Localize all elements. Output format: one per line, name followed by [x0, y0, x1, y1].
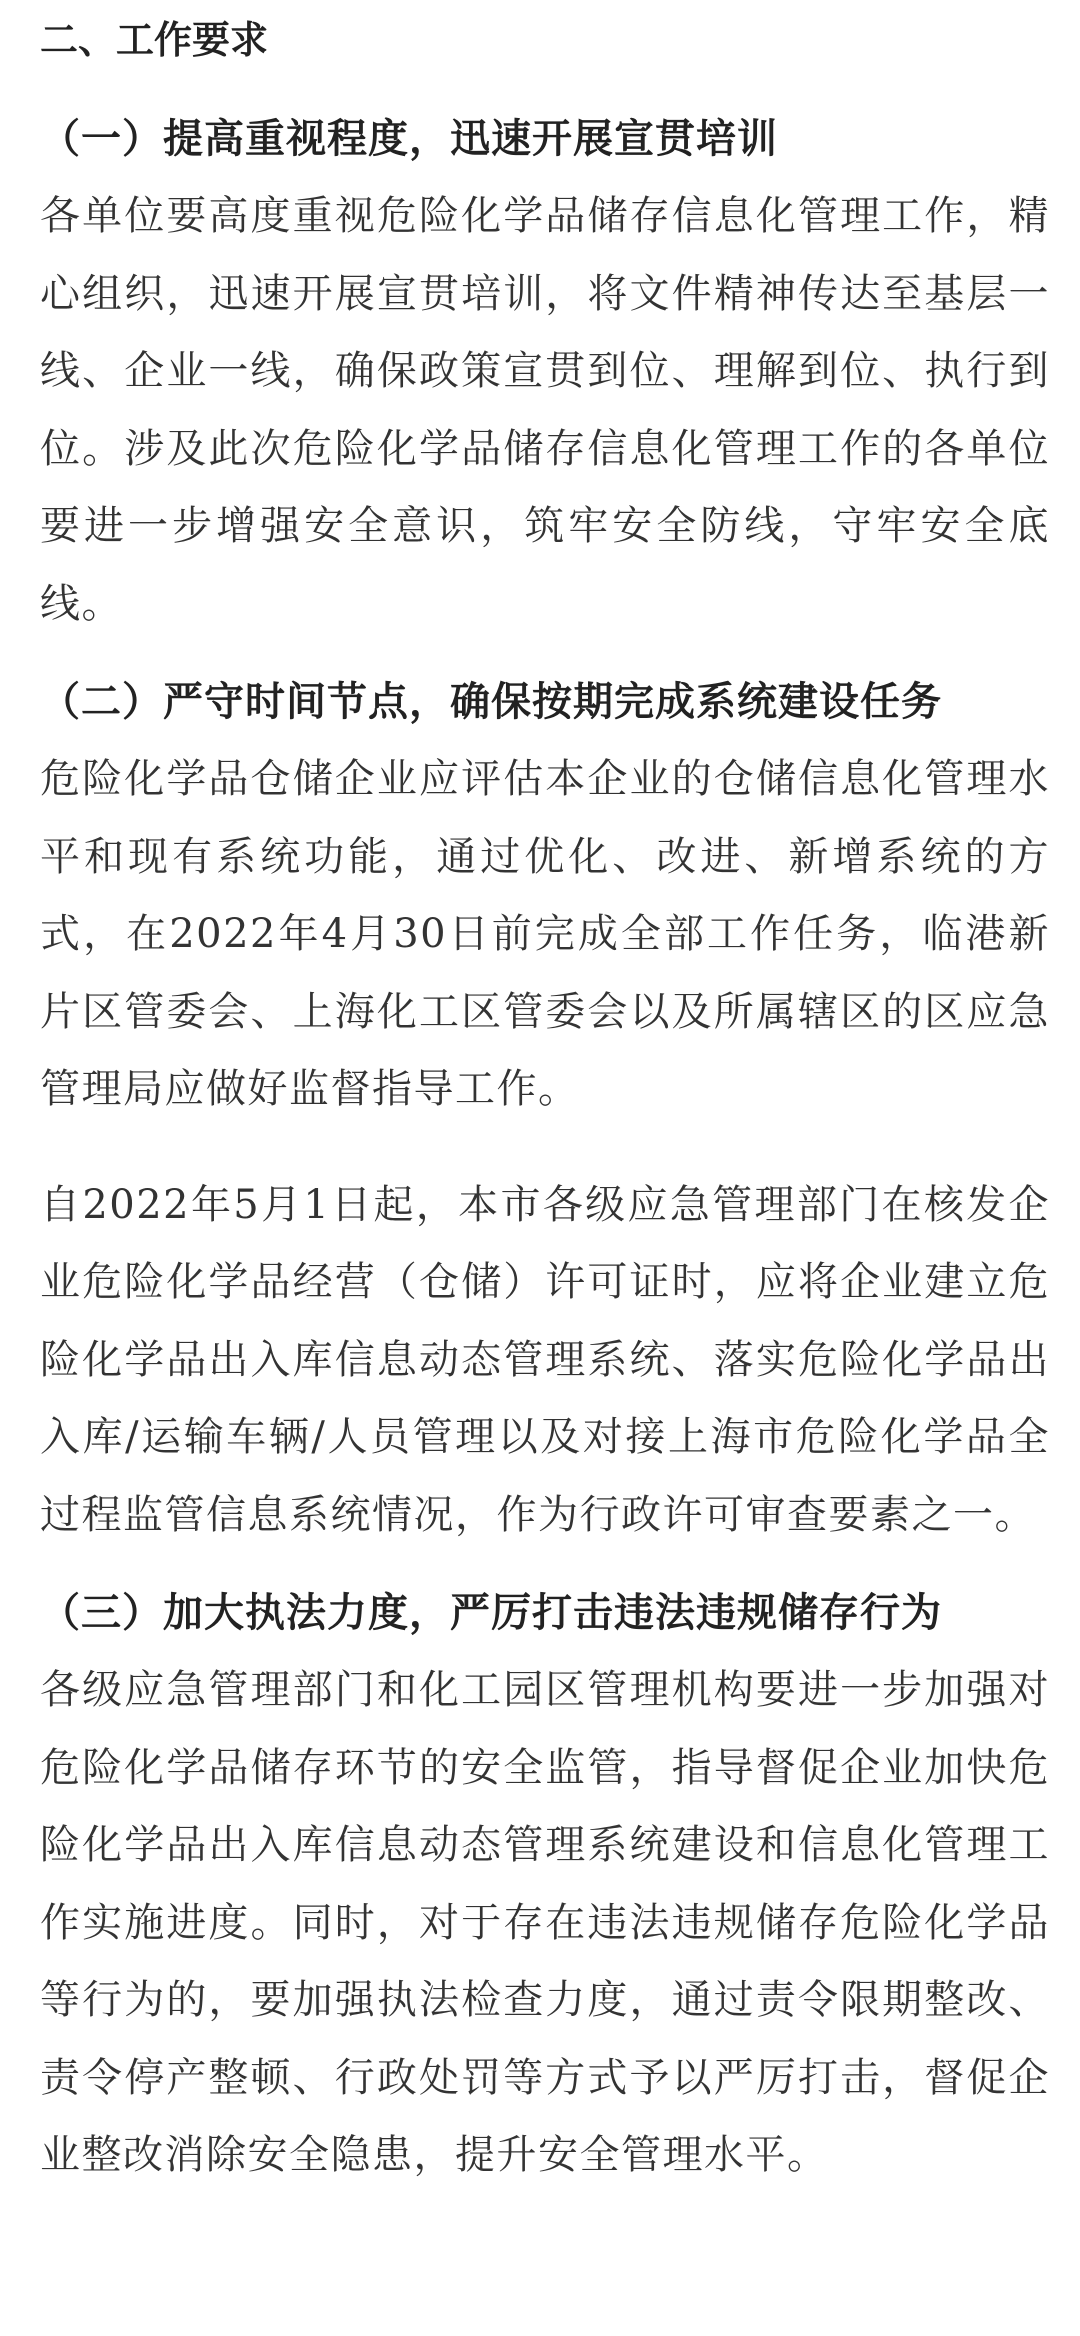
requirement-item-1 — [40, 100, 1050, 643]
item-paragraph: 各单位要高度重视危险化学品储存信息化管理工作，精心组织，迅速开展宣贯培训，将文件精神传达至基层一线、企业一线，确保政策宣贯到位、理解到位、执行到位。涉及此次危险化学品储存信息化管理工作的各单位要进一步增强安全意识，筑牢安全防线，守牢安全底线。 — [40, 193, 1050, 627]
article-body — [40, 0, 1050, 2195]
item-paragraph: 各级应急管理部门和化工园区管理机构要进一步加强对危险化学品储存环节的安全监管，指导督促企业加快危险化学品出入库信息动态管理系统建设和信息化管理工作实施进度。同时，对于存在违法违规储存危险化学品等行为的，要加强执法检查力度，通过责令限期整改、责令停产整顿、行政处罚等方式予以严厉打击，督促企业整改消除安全隐患，提升安全管理水平。 — [40, 1667, 1050, 2178]
requirement-item-2 — [40, 663, 1050, 1554]
item-paragraph: 危险化学品仓储企业应评估本企业的仓储信息化管理水平和现有系统功能，通过优化、改进、新增系统的方式，在2022年4月30日前完成全部工作任务，临港新片区管委会、上海化工区管委会以及所属辖区的区应急管理局应做好监督指导工作。 — [40, 756, 1050, 1112]
item-heading: （一）提高重视程度，迅速开展宣贯培训 — [40, 116, 778, 162]
section-title: 二、工作要求 — [40, 18, 269, 62]
item-paragraph: 自2022年5月1日起，本市各级应急管理部门在核发企业危险化学品经营（仓储）许可证时，应将企业建立危险化学品出入库信息动态管理系统、落实危险化学品出入库/运输车辆/人员管理以及对接上海市危险化学品全过程监管信息系统情况，作为行政许可审查要素之一。 — [40, 1181, 1050, 1538]
requirement-item-3 — [40, 1574, 1050, 2195]
item-heading: （三）加大执法力度，严厉打击违法违规储存行为 — [40, 1590, 942, 1636]
item-heading: （二）严守时间节点，确保按期完成系统建设任务 — [40, 679, 942, 725]
